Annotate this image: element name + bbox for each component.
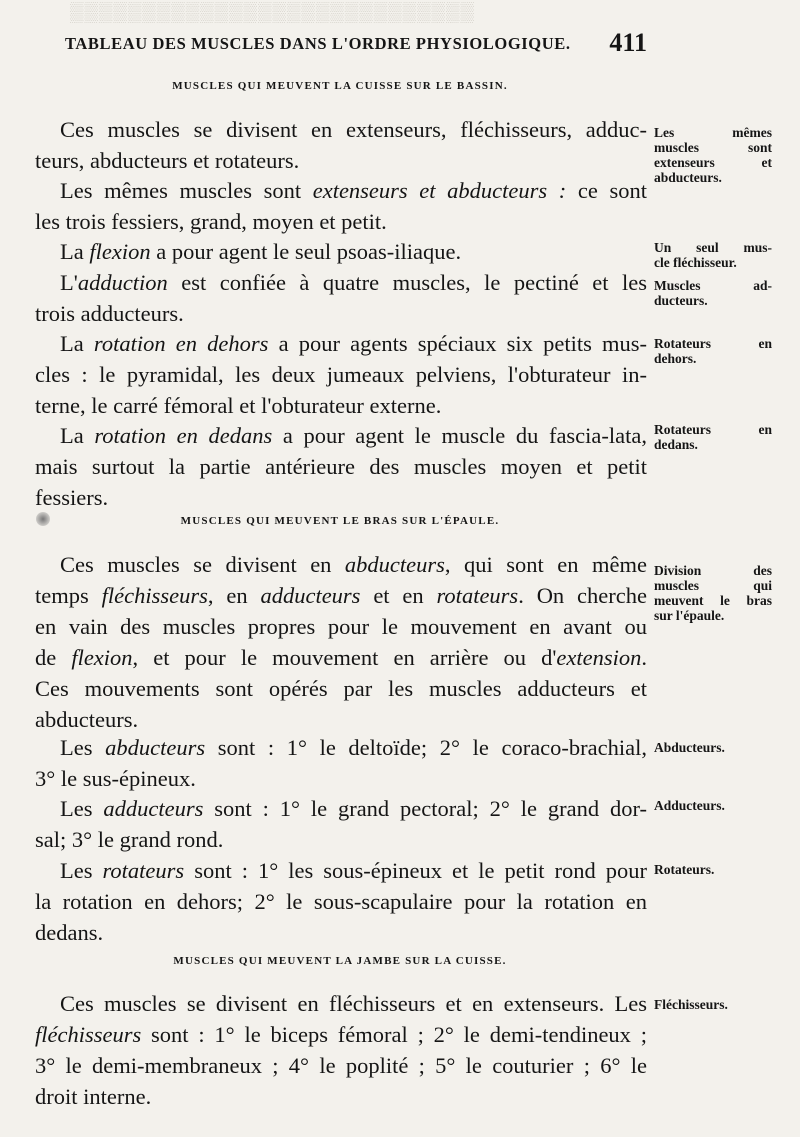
text-line: Ces muscles se divisent en fléchisseurs et en extenseurs. Les bbox=[60, 991, 647, 1016]
section-heading-cuisse: MUSCLES QUI MEUVENT LA CUISSE SUR LE BASSIN. bbox=[172, 80, 508, 92]
text-line bbox=[35, 855, 647, 886]
margin-note bbox=[654, 240, 772, 270]
italic-term: rotateurs bbox=[436, 583, 519, 608]
margin-note bbox=[654, 563, 772, 623]
note-line: extenseurs et bbox=[654, 155, 772, 170]
text-run: La bbox=[60, 423, 95, 448]
margin-note bbox=[654, 422, 772, 452]
text-line: la rotation en dehors; 2° le sous-scapulaire pour la rotation en bbox=[35, 889, 647, 914]
note-line: dehors. bbox=[654, 351, 697, 366]
italic-term: fléchisseurs bbox=[101, 583, 208, 608]
text-run: a pour agent le seul psoas-iliaque. bbox=[150, 239, 462, 264]
italic-term: flexion bbox=[71, 645, 133, 670]
section-heading-bras: MUSCLES QUI MEUVENT LE BRAS SUR L'ÉPAULE. bbox=[180, 515, 500, 527]
margin-note bbox=[654, 740, 772, 755]
text-run: La bbox=[60, 239, 90, 264]
text-line bbox=[35, 267, 647, 298]
text-line: terne, le carré fémoral et l'obturateur externe. bbox=[35, 393, 442, 418]
italic-term: extension bbox=[556, 645, 642, 670]
text-line bbox=[35, 642, 647, 673]
note-line: Rotateurs en bbox=[654, 422, 772, 437]
italic-term: rotation en dedans bbox=[94, 423, 273, 448]
paragraph-bras-division bbox=[35, 549, 647, 735]
note-line: Adducteurs. bbox=[654, 798, 725, 813]
italic-term: abducteurs bbox=[105, 735, 206, 760]
italic-term: flexion bbox=[89, 239, 151, 264]
text-run: ce sont bbox=[566, 178, 648, 203]
text-run: a pour agents spéciaux six petits mus- bbox=[268, 331, 647, 356]
italic-term: adducteurs bbox=[103, 796, 204, 821]
note-line: Muscles ad- bbox=[654, 278, 772, 293]
paragraph-cuisse-rotation-dedans bbox=[35, 420, 647, 513]
note-line: Les mêmes bbox=[654, 125, 772, 140]
margin-note bbox=[654, 336, 772, 366]
note-line: meuvent le bras bbox=[654, 593, 772, 608]
text-run: Les bbox=[60, 796, 104, 821]
margin-note bbox=[654, 862, 772, 877]
text-run: . bbox=[641, 645, 647, 670]
note-line: ducteurs. bbox=[654, 293, 708, 308]
text-run: de bbox=[35, 645, 72, 670]
note-line: sur l'épaule. bbox=[654, 608, 725, 623]
page-number: 411 bbox=[609, 28, 647, 57]
note-line: Rotateurs en bbox=[654, 336, 772, 351]
note-line: Abducteurs. bbox=[654, 740, 725, 755]
margin-note bbox=[654, 125, 772, 185]
text-line: droit interne. bbox=[35, 1084, 152, 1109]
text-run: temps bbox=[35, 583, 102, 608]
text-run: Les bbox=[60, 858, 103, 883]
text-line: 3° le demi-membraneux ; 4° le poplité ; 5° le couturier ; 6° le bbox=[35, 1053, 647, 1078]
text-run: a pour agent le muscle du fascia-lata, bbox=[272, 423, 647, 448]
text-run: Les mêmes muscles sont bbox=[60, 178, 313, 203]
text-run: sont : 1° les sous-épineux et le petit rond pour bbox=[184, 858, 647, 883]
text-line: cles : le pyramidal, les deux jumeaux pelviens, l'obturateur in- bbox=[35, 362, 647, 387]
italic-term: rotateurs bbox=[102, 858, 185, 883]
paragraph-cuisse-division bbox=[35, 114, 647, 176]
text-line: sal; 3° le grand rond. bbox=[35, 827, 224, 852]
text-run: , qui sont en même bbox=[444, 552, 647, 577]
text-run: Ces muscles se divisent en bbox=[60, 552, 345, 577]
paragraph-cuisse-flexion bbox=[35, 236, 647, 267]
text-run: Les bbox=[60, 735, 106, 760]
paragraph-cuisse-extenseurs bbox=[35, 175, 647, 237]
text-line: les trois fessiers, grand, moyen et petit. bbox=[35, 209, 387, 234]
text-line: mais surtout la partie antérieure des muscles moyen et petit bbox=[35, 454, 647, 479]
text-run: sont : 1° le grand pectoral; 2° le grand dor- bbox=[203, 796, 647, 821]
note-line: Division des bbox=[654, 563, 772, 578]
italic-term: abducteurs bbox=[344, 552, 445, 577]
note-line: Fléchisseurs. bbox=[654, 997, 728, 1012]
note-line: dedans. bbox=[654, 437, 698, 452]
paragraph-bras-abducteurs bbox=[35, 732, 647, 794]
text-run: est confiée à quatre muscles, le pectiné et les bbox=[167, 270, 647, 295]
italic-term: fléchisseurs bbox=[35, 1022, 142, 1047]
paragraph-bras-rotateurs bbox=[35, 855, 647, 948]
text-line: trois adducteurs. bbox=[35, 301, 184, 326]
paragraph-cuisse-adduction bbox=[35, 267, 647, 329]
section-heading-jambe: MUSCLES QUI MEUVENT LA JAMBE SUR LA CUISSE. bbox=[173, 955, 507, 967]
text-line bbox=[35, 793, 647, 824]
note-line: muscles sont bbox=[654, 140, 772, 155]
note-line: muscles qui bbox=[654, 578, 772, 593]
margin-note bbox=[654, 278, 772, 308]
italic-term: adducteurs bbox=[260, 583, 361, 608]
text-line bbox=[35, 549, 647, 580]
margin-note bbox=[654, 997, 772, 1012]
text-line bbox=[35, 236, 647, 267]
header-title: TABLEAU DES MUSCLES DANS L'ORDRE PHYSIOLOGIQUE. bbox=[65, 34, 571, 53]
text-line: dedans. bbox=[35, 920, 104, 945]
text-line bbox=[35, 1019, 647, 1050]
running-header bbox=[65, 28, 647, 57]
text-run: et en bbox=[360, 583, 437, 608]
text-line bbox=[35, 580, 647, 611]
margin-note bbox=[654, 798, 772, 813]
note-line: Rotateurs. bbox=[654, 862, 715, 877]
note-line: cle fléchisseur. bbox=[654, 255, 737, 270]
paragraph-cuisse-rotation-dehors bbox=[35, 328, 647, 421]
text-line: Ces muscles se divisent en extenseurs, fléchisseurs, adduc- bbox=[60, 117, 647, 142]
text-run: La bbox=[60, 331, 94, 356]
text-run: . On cherche bbox=[518, 583, 647, 608]
text-run: sont : 1° le deltoïde; 2° le coraco-brachial, bbox=[205, 735, 647, 760]
text-run: , en bbox=[207, 583, 261, 608]
text-run: sont : 1° le biceps fémoral ; 2° le demi-tendineux ; bbox=[141, 1022, 647, 1047]
italic-term: extenseurs et abducteurs : bbox=[312, 178, 567, 203]
text-line bbox=[35, 420, 647, 451]
text-line: teurs, abducteurs et rotateurs. bbox=[35, 148, 300, 173]
text-line bbox=[35, 732, 647, 763]
paragraph-bras-adducteurs bbox=[35, 793, 647, 855]
bleed-through-texture: ▒▒▒▒▒▒▒▒▒▒▒▒▒▒▒▒▒▒▒▒▒▒▒▒▒▒▒▒ bbox=[70, 2, 475, 23]
note-line: abducteurs. bbox=[654, 170, 722, 185]
paragraph-jambe-division bbox=[35, 988, 647, 1112]
note-line: Un seul mus- bbox=[654, 240, 772, 255]
text-line bbox=[35, 328, 647, 359]
italic-term: rotation en dehors bbox=[93, 331, 269, 356]
text-line bbox=[35, 175, 647, 206]
text-line: fessiers. bbox=[35, 485, 109, 510]
text-run: , et pour le mouvement en arrière ou d' bbox=[132, 645, 557, 670]
text-run: L' bbox=[60, 270, 78, 295]
text-line: 3° le sus-épineux. bbox=[35, 766, 196, 791]
text-line: en vain des muscles propres pour le mouvement en avant ou bbox=[35, 614, 647, 639]
italic-term: adduction bbox=[77, 270, 168, 295]
text-line: abducteurs. bbox=[35, 707, 139, 732]
text-line: Ces mouvements sont opérés par les muscles adducteurs et bbox=[35, 676, 647, 701]
